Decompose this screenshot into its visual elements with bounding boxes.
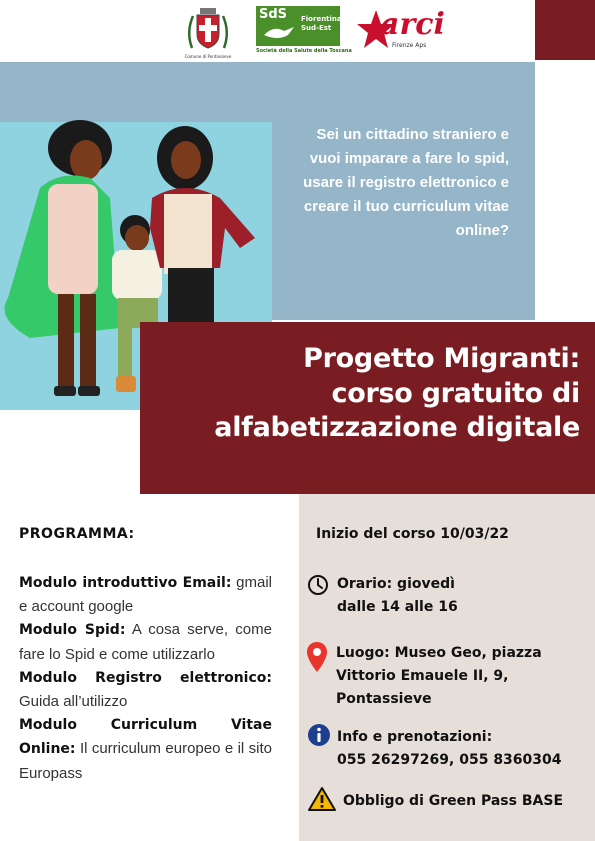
- module-name: Modulo Spid:: [19, 622, 126, 639]
- corner-decoration: [535, 0, 595, 60]
- module-name: Modulo Curriculum Vitae Online:: [19, 717, 272, 758]
- arci-subtitle: Firenze Aps: [392, 42, 427, 49]
- arci-logo-text: arci: [380, 7, 445, 42]
- schedule-line-2: dalle 14 alle 16: [337, 599, 458, 615]
- course-start-date: Inizio del corso 10/03/22: [316, 526, 509, 542]
- sds-logo-text: SdS: [259, 7, 288, 22]
- location-line-2: Vittorio Emauele II, 9,: [336, 668, 509, 684]
- contact-line-1: Info e prenotazioni:: [337, 729, 493, 745]
- module-name: Modulo Registro elettronico:: [19, 669, 272, 686]
- info-icon: [307, 723, 331, 747]
- module-list: [19, 571, 272, 785]
- warning-icon: [308, 786, 336, 812]
- clock-icon: [307, 574, 329, 596]
- module-item: [19, 713, 272, 785]
- module-desc: Il curriculum europeo e il sito Europass: [19, 740, 272, 782]
- course-title: [150, 342, 580, 446]
- title-line-3: alfabetizzazione digitale: [214, 412, 580, 443]
- module-item: [19, 571, 272, 618]
- sds-line1: Fiorentina: [301, 15, 342, 23]
- location-pin-icon: [306, 641, 328, 673]
- module-item: [19, 618, 272, 665]
- location-line-3: Pontassieve: [336, 691, 432, 707]
- hero-question: Sei un cittadino straniero e vuoi imparare a fare lo spid, usare il registro elettronico e creare il tuo curriculum vitae online?: [303, 126, 509, 239]
- bird-icon: [262, 23, 296, 43]
- title-line-1: Progetto Migranti:: [303, 343, 580, 374]
- schedule-info: [337, 573, 458, 619]
- sds-footer: Società della Salute della Toscana: [256, 48, 352, 54]
- comune-logo: [183, 4, 233, 60]
- module-name: Modulo introduttivo Email:: [19, 575, 232, 591]
- module-desc: Guida all’utilizzo: [19, 693, 128, 711]
- arci-logo: [356, 7, 445, 56]
- contact-line-2: 055 26297269, 055 8360304: [337, 752, 562, 768]
- title-line-2: corso gratuito di: [331, 377, 580, 409]
- program-heading: PROGRAMMA:: [19, 526, 135, 542]
- location-line-1: Luogo: Museo Geo, piazza: [336, 645, 542, 661]
- schedule-line-1: Orario: giovedì: [337, 576, 455, 592]
- sds-logo: [256, 6, 352, 56]
- comune-caption: Comune di Pontassieve: [184, 54, 232, 59]
- sds-line2: Sud-Est: [301, 24, 332, 32]
- green-pass-notice: Obbligo di Green Pass BASE: [343, 793, 564, 809]
- contact-info: [337, 726, 562, 772]
- module-desc: gmail e account google: [19, 574, 272, 616]
- location-info: [336, 642, 542, 711]
- module-desc: A cosa serve, come fare lo Spid e come utilizzarlo: [19, 621, 272, 663]
- coat-of-arms-icon: [183, 4, 233, 54]
- module-item: [19, 666, 272, 713]
